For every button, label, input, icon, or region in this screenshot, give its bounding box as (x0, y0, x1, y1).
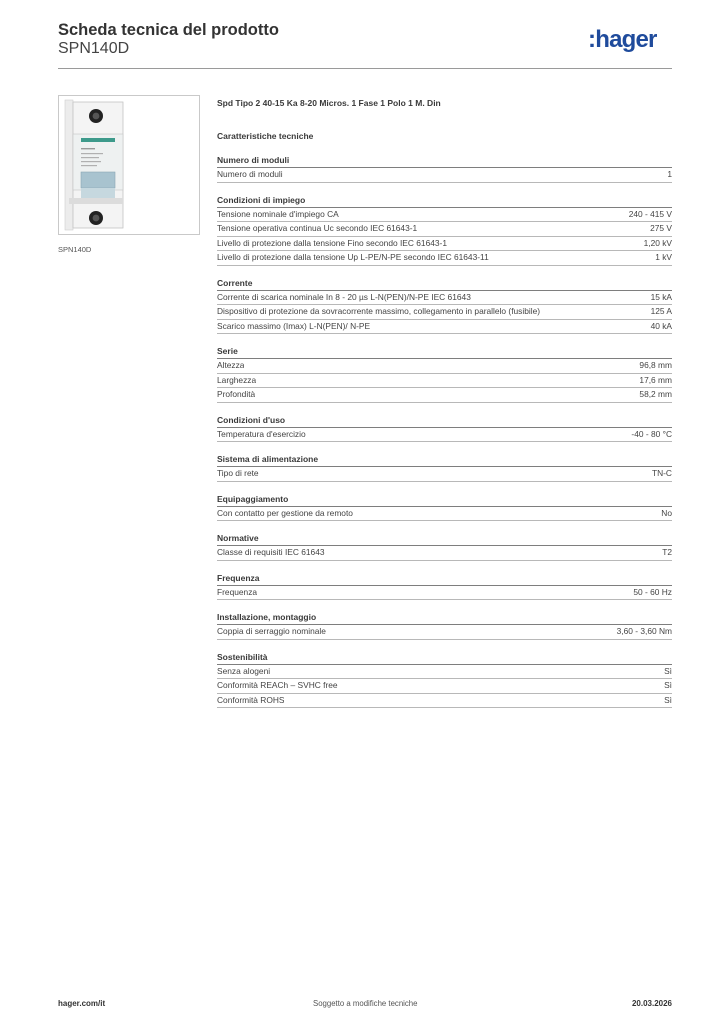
logo-text: hager (595, 26, 657, 53)
spec-label: Tensione operativa continua Uc secondo IEC 61643-1 (217, 223, 418, 233)
spec-section (217, 532, 672, 561)
page-title: Scheda tecnica del prodotto (58, 21, 279, 39)
spec-section (217, 572, 672, 601)
section-title: Numero di moduli (217, 154, 672, 168)
spec-row (217, 665, 672, 680)
header-divider (58, 68, 672, 69)
section-title: Corrente (217, 277, 672, 291)
spec-section (217, 277, 672, 335)
spec-row (217, 679, 672, 694)
spec-label: Temperatura d'esercizio (217, 428, 306, 439)
spec-value: Sì (664, 694, 672, 705)
spec-row (217, 237, 672, 252)
spec-value: 1 kV (655, 252, 672, 262)
spec-row (217, 305, 672, 320)
spec-value: 1,20 kV (643, 237, 672, 248)
spec-label: Livello di protezione dalla tensione Fino secondo IEC 61643-1 (217, 237, 447, 248)
spec-value: TN-C (651, 468, 672, 478)
spec-row (217, 428, 672, 443)
section-title: Serie (217, 345, 672, 359)
image-caption: SPN140D (58, 245, 92, 254)
spec-row (217, 359, 672, 374)
spec-section (217, 154, 672, 183)
spec-value: 58,2 mm (639, 389, 672, 399)
spec-row (217, 507, 672, 522)
section-title: Condizioni d'uso (217, 414, 672, 428)
spec-label: Coppia di serraggio nominale (217, 626, 326, 636)
section-title: Normative (217, 532, 672, 546)
spec-row (217, 208, 672, 223)
spec-value: 17,6 mm (639, 374, 672, 385)
spec-label: Dispositivo di protezione da sovracorrente massimo, collegamento in parallelo (fusibile) (217, 306, 541, 316)
spec-row (217, 546, 672, 561)
spec-row (217, 467, 672, 482)
spec-label: Tipo di rete (217, 468, 259, 478)
spec-value: Sì (664, 680, 672, 690)
spec-value: T2 (662, 547, 672, 557)
footer-notice: Soggetto a modifiche tecniche (313, 999, 418, 1008)
section-title: Sostenibilità (217, 651, 672, 665)
spec-label: Tensione nominale d'impiego CA (217, 208, 339, 219)
spec-value: 96,8 mm (639, 360, 672, 370)
spec-value: 50 - 60 Hz (633, 586, 672, 597)
spec-row (217, 291, 672, 306)
spec-value: Sì (664, 665, 672, 676)
spec-label: Larghezza (217, 374, 257, 385)
spd-module-icon (59, 96, 199, 234)
spec-section (217, 453, 672, 482)
spec-row (217, 374, 672, 389)
product-image (58, 95, 200, 235)
spec-row (217, 625, 672, 640)
specs-heading: Caratteristiche tecniche (217, 131, 314, 141)
spec-section (217, 414, 672, 443)
spec-label: Senza alogeni (217, 665, 271, 676)
spec-value: 40 kA (650, 320, 672, 331)
spec-content (217, 96, 672, 708)
spec-row (217, 251, 672, 266)
spec-label: Profondità (217, 389, 256, 399)
section-title: Condizioni di impiego (217, 194, 672, 208)
spec-section (217, 345, 672, 403)
spec-label: Classe di requisiti IEC 61643 (217, 547, 325, 557)
spec-row (217, 168, 672, 183)
spec-value: 275 V (650, 223, 672, 233)
spec-row (217, 222, 672, 237)
spec-sections (217, 154, 672, 708)
section-title: Sistema di alimentazione (217, 453, 672, 467)
footer-website: hager.com/it (58, 999, 106, 1008)
spec-row (217, 320, 672, 335)
footer-date: 20.03.2026 (631, 999, 672, 1008)
spec-section (217, 194, 672, 266)
spec-label: Livello di protezione dalla tensione Up L-PE/N-PE secondo IEC 61643-11 (217, 252, 489, 262)
spec-row (217, 388, 672, 403)
spec-section (217, 651, 672, 709)
spec-value: 125 A (650, 306, 672, 316)
product-description: Spd Tipo 2 40-15 Ka 8-20 Micros. 1 Fase 1 Polo 1 M. Din (217, 98, 441, 108)
spec-label: Con contatto per gestione da remoto (217, 507, 353, 518)
section-title: Installazione, montaggio (217, 611, 672, 625)
spec-label: Scarico massimo (Imax) L-N(PEN)/ N-PE (217, 320, 371, 331)
spec-row (217, 694, 672, 709)
spec-label: Numero di moduli (217, 169, 283, 179)
spec-row (217, 586, 672, 601)
spec-value: No (661, 507, 672, 518)
spec-value: -40 - 80 °C (631, 428, 672, 439)
spec-label: Frequenza (217, 586, 258, 597)
spec-section (217, 611, 672, 640)
spec-label: Altezza (217, 360, 245, 370)
section-title: Equipaggiamento (217, 493, 672, 507)
spec-value: 1 (667, 169, 672, 179)
spec-label: Conformità ROHS (217, 694, 285, 705)
hager-logo: :hager (588, 26, 657, 53)
spec-value: 15 kA (650, 291, 672, 302)
section-title: Frequenza (217, 572, 672, 586)
spec-section (217, 493, 672, 522)
spec-value: 240 - 415 V (628, 208, 672, 219)
product-code: SPN140D (58, 40, 130, 57)
spec-label: Corrente di scarica nominale In 8 - 20 µs L-N(PEN)/N-PE IEC 61643 (217, 291, 471, 302)
spec-value: 3,60 - 3,60 Nm (616, 626, 672, 636)
spec-label: Conformità REACh – SVHC free (217, 680, 338, 690)
